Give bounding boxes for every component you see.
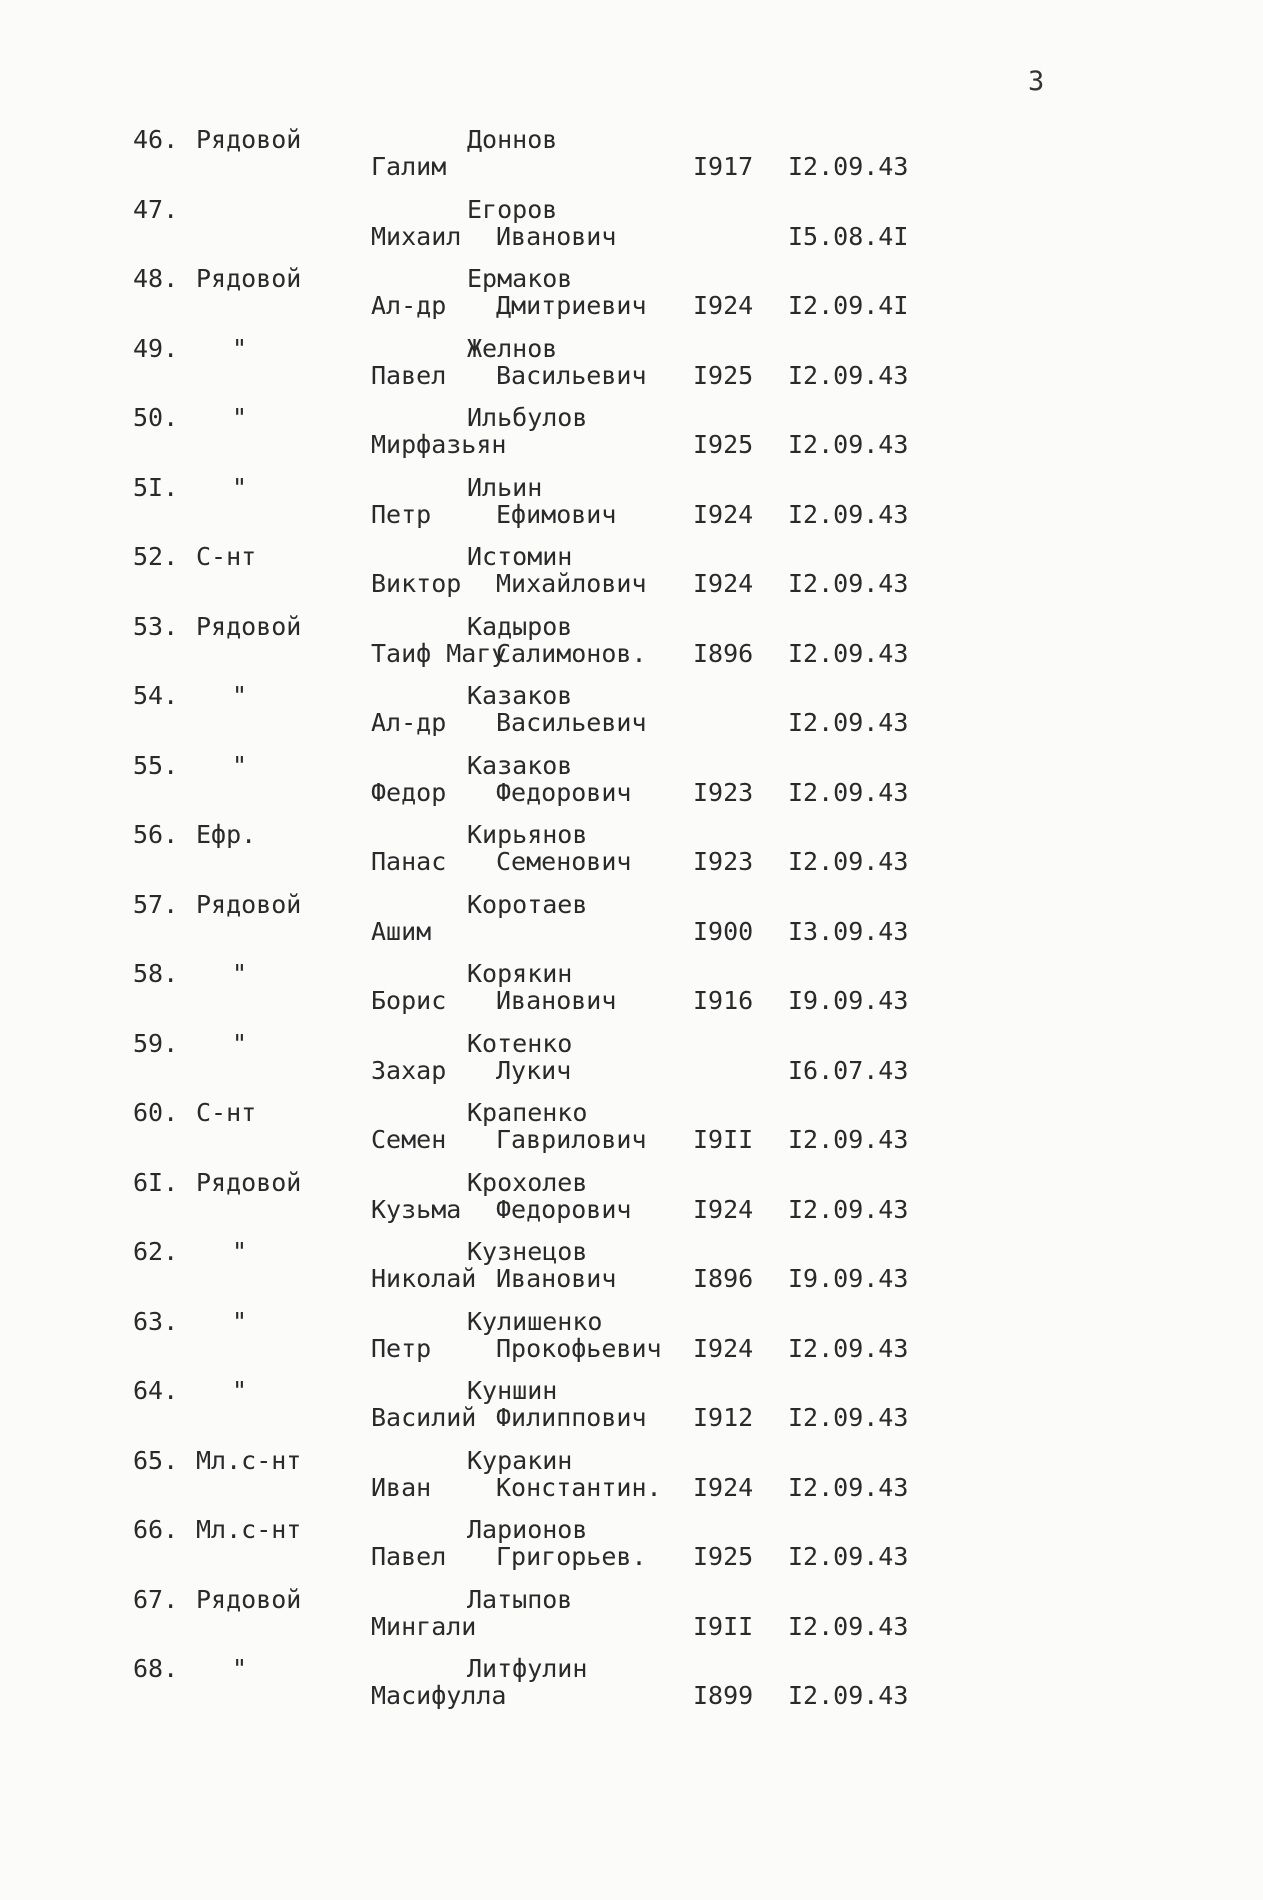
entry-surname: Егоров (467, 194, 558, 224)
entry-date: I9.09.43 (788, 1264, 909, 1293)
entry-patronymic: Иванович (496, 986, 617, 1015)
list-item (0, 883, 1263, 953)
entry-number: 59. (133, 1028, 179, 1058)
entry-birth-year: I917 (693, 152, 754, 181)
entry-rank: Мл.с-нт (196, 1445, 302, 1475)
entry-birth-year: I924 (693, 499, 754, 529)
list-item (0, 1578, 1263, 1648)
entry-patronymic: Семенович (496, 847, 632, 876)
list-item (0, 1300, 1263, 1370)
entry-date: I6.07.43 (788, 1055, 909, 1085)
casualty-list (0, 118, 1263, 1717)
entry-surname: Котенко (467, 1028, 573, 1058)
list-item (0, 1091, 1263, 1161)
entry-date: I2.09.43 (788, 708, 909, 737)
entry-date: I2.09.43 (788, 1194, 909, 1224)
entry-rank: " (232, 333, 248, 363)
entry-number: 58. (133, 959, 179, 988)
entry-date: I9.09.43 (788, 986, 909, 1015)
list-item (0, 1230, 1263, 1300)
entry-given-name: Масифулла (371, 1681, 507, 1710)
entry-surname: Доннов (467, 125, 558, 154)
entry-rank: С-нт (196, 542, 257, 571)
entry-rank: " (232, 1028, 248, 1058)
entry-number: 65. (133, 1445, 179, 1475)
list-item (0, 605, 1263, 675)
list-item (0, 327, 1263, 397)
entry-birth-year: I924 (693, 1472, 754, 1502)
entry-patronymic: Васильевич (496, 708, 647, 737)
entry-given-name: Петр (371, 499, 432, 529)
entry-surname: Кадыров (467, 611, 573, 641)
entry-birth-year: I925 (693, 360, 754, 390)
entry-rank: Ефр. (196, 820, 257, 849)
entry-surname: Крохолев (467, 1167, 588, 1197)
list-item (0, 744, 1263, 814)
entry-date: I2.09.43 (788, 430, 909, 459)
entry-birth-year: I924 (693, 1194, 754, 1224)
entry-birth-year: I900 (693, 916, 754, 946)
entry-date: I5.08.4I (788, 221, 909, 251)
entry-number: 62. (133, 1237, 179, 1266)
entry-number: 48. (133, 264, 179, 293)
list-item (0, 1439, 1263, 1509)
entry-given-name: Галим (371, 152, 447, 181)
entry-rank: Рядовой (196, 125, 302, 154)
entry-birth-year: I912 (693, 1403, 754, 1432)
entry-rank: Рядовой (196, 889, 302, 919)
entry-birth-year: I899 (693, 1681, 754, 1710)
entry-given-name: Кузьма (371, 1194, 462, 1224)
entry-date: I2.09.43 (788, 847, 909, 876)
entry-patronymic: Иванович (496, 1264, 617, 1293)
entry-surname: Истомин (467, 542, 573, 571)
entry-surname: Кулишенко (467, 1306, 603, 1336)
entry-given-name: Петр (371, 1333, 432, 1363)
entry-surname: Казаков (467, 750, 573, 780)
entry-surname: Куракин (467, 1445, 573, 1475)
entry-surname: Куншин (467, 1376, 558, 1405)
entry-birth-year: I925 (693, 1542, 754, 1571)
entry-rank: " (232, 681, 248, 710)
entry-given-name: Василий (371, 1403, 477, 1432)
list-item (0, 118, 1263, 188)
entry-given-name: Иван (371, 1472, 432, 1502)
list-item (0, 1647, 1263, 1717)
entry-given-name: Панас (371, 847, 447, 876)
list-item (0, 1508, 1263, 1578)
entry-number: 47. (133, 194, 179, 224)
entry-rank: " (232, 1237, 248, 1266)
entry-birth-year: I9II (693, 1611, 754, 1641)
list-item (0, 466, 1263, 536)
entry-given-name: Федор (371, 777, 447, 807)
entry-birth-year: I925 (693, 430, 754, 459)
entry-rank: С-нт (196, 1098, 257, 1127)
entry-date: I2.09.43 (788, 1333, 909, 1363)
entry-patronymic: Дмитриевич (496, 291, 647, 320)
entry-surname: Литфулин (467, 1654, 588, 1683)
entry-date: I2.09.43 (788, 499, 909, 529)
entry-given-name: Борис (371, 986, 447, 1015)
entry-rank: " (232, 1654, 248, 1683)
entry-surname: Ильбулов (467, 403, 588, 432)
entry-date: I2.09.43 (788, 1472, 909, 1502)
entry-number: 5I. (133, 472, 179, 502)
entry-given-name: Мирфазьян (371, 430, 507, 459)
entry-number: 66. (133, 1515, 179, 1544)
list-item (0, 1022, 1263, 1092)
entry-number: 52. (133, 542, 179, 571)
entry-number: 6I. (133, 1167, 179, 1197)
entry-rank: " (232, 750, 248, 780)
entry-date: I2.09.43 (788, 1542, 909, 1571)
entry-patronymic: Федорович (496, 1194, 632, 1224)
entry-number: 53. (133, 611, 179, 641)
entry-given-name: Захар (371, 1055, 447, 1085)
entry-patronymic: Григорьев. (496, 1542, 647, 1571)
entry-rank: Мл.с-нт (196, 1515, 302, 1544)
entry-patronymic: Федорович (496, 777, 632, 807)
entry-given-name: Виктор (371, 569, 462, 598)
entry-given-name: Мингали (371, 1611, 477, 1641)
entry-surname: Крапенко (467, 1098, 588, 1127)
entry-surname: Кирьянов (467, 820, 588, 849)
page-number: 3 (1028, 66, 1045, 97)
entry-birth-year: I9II (693, 1125, 754, 1154)
entry-given-name: Ал-др (371, 291, 447, 320)
list-item (0, 674, 1263, 744)
entry-number: 57. (133, 889, 179, 919)
entry-number: 67. (133, 1584, 179, 1614)
entry-given-name: Николай (371, 1264, 477, 1293)
list-item (0, 535, 1263, 605)
entry-date: I2.09.43 (788, 569, 909, 598)
entry-number: 46. (133, 125, 179, 154)
entry-birth-year: I896 (693, 638, 754, 668)
entry-surname: Кузнецов (467, 1237, 588, 1266)
entry-rank: Рядовой (196, 611, 302, 641)
entry-birth-year: I924 (693, 569, 754, 598)
entry-rank: " (232, 403, 248, 432)
entry-number: 50. (133, 403, 179, 432)
entry-patronymic: Васильевич (496, 360, 647, 390)
entry-surname: Латыпов (467, 1584, 573, 1614)
list-item (0, 188, 1263, 258)
entry-number: 60. (133, 1098, 179, 1127)
entry-patronymic: Константин. (496, 1472, 662, 1502)
entry-surname: Ермаков (467, 264, 573, 293)
entry-date: I2.09.43 (788, 1681, 909, 1710)
entry-date: I2.09.43 (788, 777, 909, 807)
list-item (0, 396, 1263, 466)
entry-surname: Казаков (467, 681, 573, 710)
entry-number: 49. (133, 333, 179, 363)
entry-number: 68. (133, 1654, 179, 1683)
entry-date: I2.09.4I (788, 291, 909, 320)
entry-date: I2.09.43 (788, 1611, 909, 1641)
entry-patronymic: Гаврилович (496, 1125, 647, 1154)
entry-given-name: Семен (371, 1125, 447, 1154)
entry-date: I3.09.43 (788, 916, 909, 946)
list-item (0, 257, 1263, 327)
entry-given-name: Михаил (371, 221, 462, 251)
entry-date: I2.09.43 (788, 360, 909, 390)
entry-rank: Рядовой (196, 1584, 302, 1614)
entry-surname: Желнов (467, 333, 558, 363)
entry-given-name: Таиф Магу (371, 638, 507, 668)
entry-patronymic: Прокофьевич (496, 1333, 662, 1363)
entry-number: 55. (133, 750, 179, 780)
entry-patronymic: Иванович (496, 221, 617, 251)
entry-rank: " (232, 472, 248, 502)
entry-patronymic: Лукич (496, 1055, 572, 1085)
entry-date: I2.09.43 (788, 1403, 909, 1432)
entry-given-name: Ашим (371, 916, 432, 946)
entry-patronymic: Филиппович (496, 1403, 647, 1432)
entry-birth-year: I916 (693, 986, 754, 1015)
entry-number: 56. (133, 820, 179, 849)
entry-date: I2.09.43 (788, 638, 909, 668)
entry-date: I2.09.43 (788, 152, 909, 181)
entry-number: 64. (133, 1376, 179, 1405)
entry-birth-year: I923 (693, 777, 754, 807)
entry-number: 54. (133, 681, 179, 710)
entry-surname: Коротаев (467, 889, 588, 919)
entry-surname: Корякин (467, 959, 573, 988)
entry-birth-year: I924 (693, 1333, 754, 1363)
entry-date: I2.09.43 (788, 1125, 909, 1154)
list-item (0, 813, 1263, 883)
entry-patronymic: Ефимович (496, 499, 617, 529)
entry-birth-year: I924 (693, 291, 754, 320)
entry-rank: " (232, 1306, 248, 1336)
entry-rank: Рядовой (196, 264, 302, 293)
entry-number: 63. (133, 1306, 179, 1336)
entry-given-name: Павел (371, 360, 447, 390)
entry-rank: " (232, 959, 248, 988)
entry-birth-year: I923 (693, 847, 754, 876)
entry-rank: Рядовой (196, 1167, 302, 1197)
list-item (0, 1369, 1263, 1439)
entry-birth-year: I896 (693, 1264, 754, 1293)
entry-rank: " (232, 1376, 248, 1405)
entry-surname: Ильин (467, 472, 543, 502)
list-item (0, 1161, 1263, 1231)
entry-given-name: Ал-др (371, 708, 447, 737)
entry-surname: Ларионов (467, 1515, 588, 1544)
entry-patronymic: Михайлович (496, 569, 647, 598)
entry-given-name: Павел (371, 1542, 447, 1571)
entry-patronymic: Салимонов. (496, 638, 647, 668)
list-item (0, 952, 1263, 1022)
